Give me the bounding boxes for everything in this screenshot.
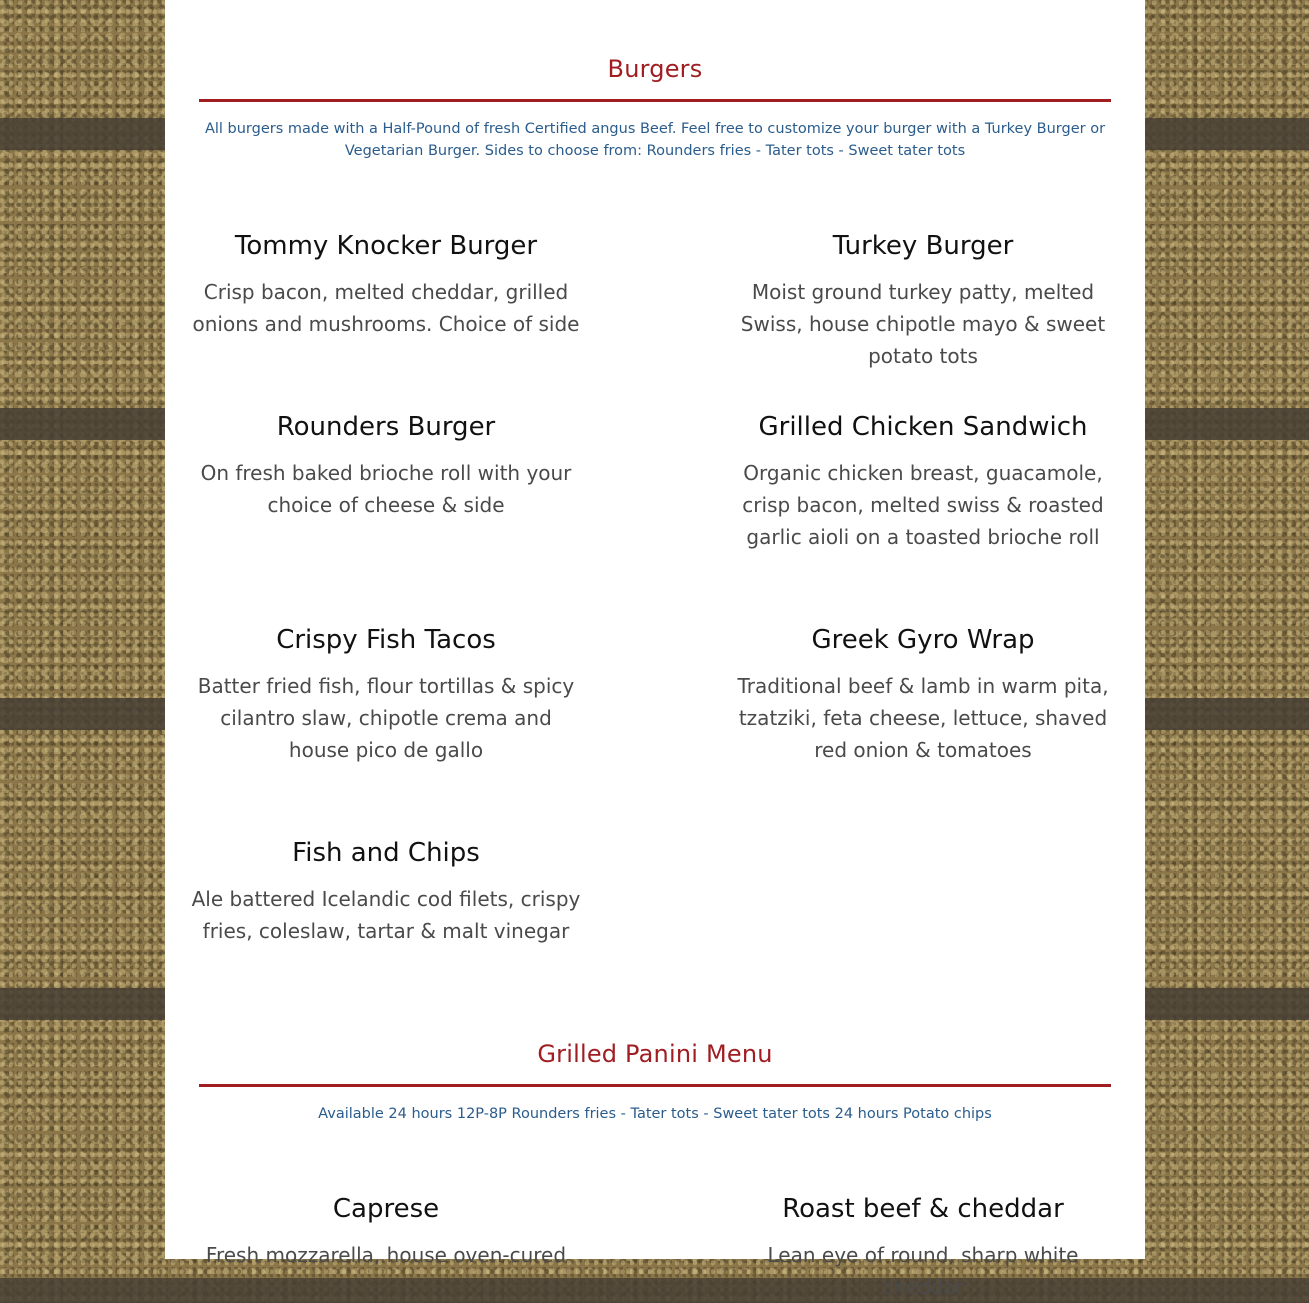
menu-item-greek-gyro-wrap [728, 624, 1118, 766]
item-name: Greek Gyro Wrap [811, 625, 1035, 655]
menu-item-fish-and-chips [191, 837, 581, 947]
panini-divider [199, 1084, 1111, 1087]
menu-item-caprese [191, 1193, 581, 1271]
menu-item-crispy-fish-tacos [191, 624, 581, 766]
menu-item-grilled-chicken-sandwich [728, 411, 1118, 553]
menu-panel [165, 0, 1145, 1299]
item-description: Moist ground turkey patty, melted Swiss, house chipotle mayo & sweet potato tots [740, 280, 1106, 368]
item-description: Batter fried fish, flour tortillas & spicy cilantro slaw, chipotle crema and house pico de gallo [197, 674, 575, 762]
item-name: Crispy Fish Tacos [276, 625, 496, 655]
menu-item-rounders-burger [191, 411, 581, 521]
panini-note: Available 24 hours 12P-8P Rounders fries - Tater tots - Sweet tater tots 24 hours Potato chips [318, 1106, 992, 1122]
menu-item-turkey-burger [728, 230, 1118, 372]
item-description: Organic chicken breast, guacamole, crisp bacon, melted swiss & roasted garlic aioli on a toasted brioche roll [742, 461, 1104, 549]
item-description: Lean eye of round, sharp white cheddar [767, 1243, 1079, 1299]
item-name: Rounders Burger [276, 412, 496, 442]
item-description: Crisp bacon, melted cheddar, grilled onions and mushrooms. Choice of side [192, 280, 580, 336]
item-name: Fish and Chips [292, 838, 480, 868]
item-description: Ale battered Icelandic cod filets, crispy fries, coleslaw, tartar & malt vinegar [191, 887, 581, 943]
item-name: Roast beef & cheddar [782, 1194, 1064, 1224]
item-name: Caprese [332, 1194, 440, 1224]
item-description: On fresh baked brioche roll with your choice of cheese & side [200, 461, 572, 517]
burgers-heading: Burgers [607, 55, 703, 83]
panini-heading: Grilled Panini Menu [537, 1040, 773, 1068]
item-name: Turkey Burger [832, 231, 1014, 261]
item-name: Grilled Chicken Sandwich [758, 412, 1088, 442]
burgers-note: All burgers made with a Half-Pound of fresh Certified angus Beef. Feel free to customize your burger with a Turkey Burger or Vegetarian Burger. Sides to choose from: Rounders fries - Tater tots - Sweet tater tots [204, 121, 1106, 159]
menu-item-roast-beef-cheddar [728, 1193, 1118, 1303]
burgers-divider [199, 99, 1111, 102]
menu-item-tommy-knocker-burger [191, 230, 581, 340]
item-description: Traditional beef & lamb in warm pita, tzatziki, feta cheese, lettuce, shaved red onion & tomatoes [737, 674, 1109, 762]
item-description: Fresh mozzarella, house oven-cured [205, 1243, 567, 1267]
item-name: Tommy Knocker Burger [234, 231, 538, 261]
